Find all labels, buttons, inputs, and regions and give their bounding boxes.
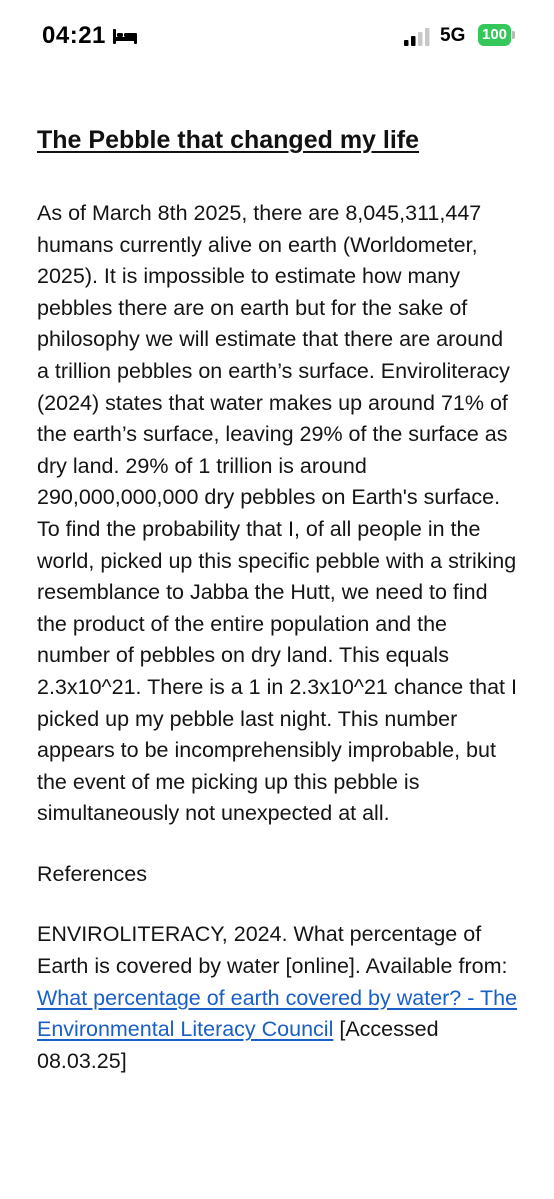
status-time: 04:21 (42, 22, 106, 49)
cellular-signal-icon (404, 28, 432, 46)
article-content (37, 120, 521, 1077)
reference-link[interactable]: What percentage of earth covered by water? - The Environmental Literacy Council (37, 985, 518, 1042)
network-type-label: 5G (440, 25, 466, 46)
battery-cap-icon (512, 31, 515, 39)
battery-level: 100 (478, 24, 511, 46)
status-bar (0, 0, 554, 80)
references-heading: References (37, 861, 147, 886)
bed-icon (112, 27, 138, 45)
battery-indicator (478, 24, 514, 46)
reference-entry (37, 919, 521, 1077)
reference-text: ENVIROLITERACY, 2024. What percentage of Earth is covered by water [online]. Available from: (37, 922, 508, 979)
article-title: The Pebble that changed my life (37, 126, 420, 154)
article-body: As of March 8th 2025, there are 8,045,311,447 humans currently alive on earth (Worldometer, 2025). It is impossible to estimate how many pebbles there are on earth but for the sake of philosophy we will estimate that there are around a trillion pebbles on earth’s surface. Enviroliteracy (2024) states that water makes up around 71% of the earth’s surface, leaving 29% of the surface as dry land. 29% of 1 trillion is around 290,000,000,000 dry pebbles on Earth's surface. To find the probability that I, of all people in the world, picked up this specific pebble with a striking resemblance to Jabba the Hutt, we need to find the product of the entire population and the number of pebbles on dry land. This equals 2.3x10^21. There is a 1 in 2.3x10^21 chance that I picked up my pebble last night. This number appears to be incomprehensibly improbable, but the event of me picking up this pebble is simultaneously not unexpected at all. (37, 201, 517, 826)
reference-accessed: [Accessed 08.03.25] (37, 1017, 439, 1073)
